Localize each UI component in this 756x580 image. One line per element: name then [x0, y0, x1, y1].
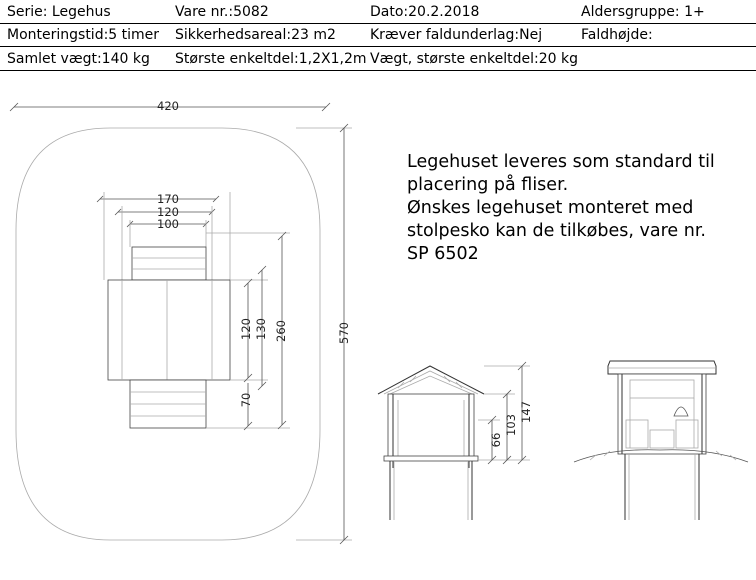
dim-depth-overall: 260 — [274, 320, 288, 342]
note-line: stolpesko kan de tilkøbes, vare nr. — [407, 221, 706, 241]
faldunderlag-cell: Kræver faldunderlag:Nej — [363, 24, 574, 47]
aldersgruppe-cell: Aldersgruppe: 1+ — [574, 0, 756, 24]
monteringstid-cell: Monteringstid:5 timer — [0, 24, 168, 47]
roof-shingle-line — [410, 376, 416, 382]
vaegt-stoerste-enkeltdel-cell: Vægt, største enkeltdel:20 kg — [363, 47, 756, 71]
note-line: placering på fliser. — [407, 175, 569, 195]
dim-depth-house: 120 — [239, 318, 253, 340]
front-roof — [608, 361, 716, 374]
dim-height-total: 147 — [519, 401, 533, 423]
dim-width-total: 420 — [157, 99, 179, 113]
dim-width-house: 120 — [157, 205, 179, 219]
sikkerhedsareal-cell: Sikkerhedsareal:23 m2 — [168, 24, 363, 47]
vare-nr-cell: Vare nr.:5082 — [168, 0, 363, 24]
elevation-roof — [378, 366, 484, 394]
serie-cell: Serie: Legehus — [0, 0, 168, 24]
roof-shingle-line — [444, 376, 450, 382]
product-info-table — [0, 0, 756, 71]
dim-height-opening: 66 — [489, 432, 503, 448]
info-row-2 — [0, 24, 756, 47]
plan-view — [10, 99, 352, 544]
front-wall — [618, 374, 706, 454]
plan-back-platform — [132, 247, 206, 280]
note-line: Ønskes legehuset monteret med — [407, 198, 694, 218]
note-line: Legehuset leveres som standard til — [407, 152, 715, 172]
dim-width-inner: 100 — [157, 217, 179, 231]
dim-depth-roof: 130 — [254, 318, 268, 340]
info-row-1 — [0, 0, 756, 24]
elevation-floor — [384, 456, 478, 461]
dim-height-wall: 103 — [504, 414, 518, 436]
info-row-3 — [0, 47, 756, 71]
samlet-vaegt-cell: Samlet vægt:140 kg — [0, 47, 168, 71]
stoerste-enkeltdel-cell: Største enkeltdel:1,2X1,2m — [168, 47, 363, 71]
dim-depth-total: 570 — [337, 322, 351, 344]
dato-cell: Dato:20.2.2018 — [363, 0, 574, 24]
technical-drawing — [0, 70, 756, 580]
front-elevation — [574, 361, 748, 520]
installation-note — [407, 151, 752, 266]
dim-width-roof: 170 — [157, 192, 179, 206]
elevation-wall — [388, 394, 474, 458]
side-elevation — [378, 362, 533, 520]
note-line: SP 6502 — [407, 244, 479, 264]
dim-depth-front: 70 — [239, 392, 253, 408]
faldhoejde-cell: Faldhøjde: — [574, 24, 756, 47]
